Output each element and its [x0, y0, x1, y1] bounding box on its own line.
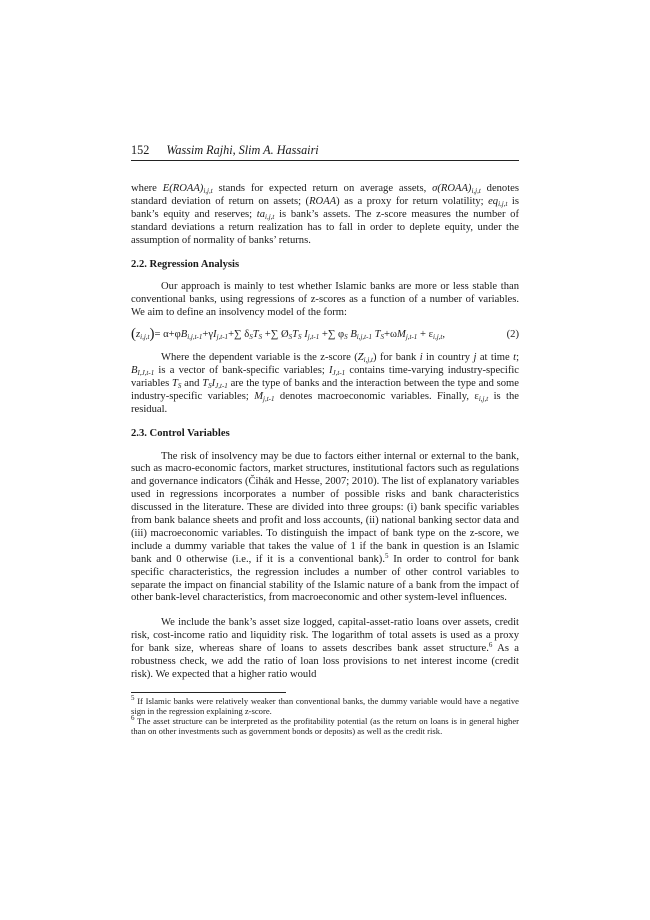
paragraph-regression: Our approach is mainly to test whether Islamic banks are more or less stable than conventional banks, using regressions of z-scores as a function of a number of variables. We aim to define an insolvency model of the form: [131, 281, 519, 319]
page-number: 152 [131, 143, 150, 157]
equation-2 [131, 328, 519, 342]
paragraph-variable-definitions: Where the dependent variable is the z-score $(Z_{i,j,t})$ for bank i in country j at time t; $B_{I,J,t-1}$ is a vector of bank-specific variables; $I_{J,t-1}$ contains time-varying industry-specific variables $T_S$ and $T_SI_{J,t-1}$ are the type of banks and the interaction between the type and some industry-specific variables; $M_{j,t-1}$ denotes macroeconomic variables. Finally, $\varepsilon_{i,j,t}$ is the residual. [131, 352, 520, 415]
section-heading-control-variables: 2.3. Control Variables [131, 427, 230, 439]
equation-number: (2) [506, 328, 519, 340]
footnote-6: $^6$ The asset structure can be interpreted as the profitability potential (as the return on loans is in general higher than on other investments such as government bonds or deposits) as well as the credit risk. [131, 713, 519, 736]
paragraph-zscore-definition: where $E(ROAA)_{i,j,t}$ stands for expected return on average assets, $\sigma(ROAA)_{i,j,t}$ denotes standard deviation of return on assets; (ROAA) as a proxy for return volatility; $eq_{i,j,t}$ is bank’s equity and reserves; $ta_{i,j,t}$ is bank’s assets. The z-score measures the number of standard deviations a return realization has to fall in order to deplete equity, under the assumption of normality of banks’ returns. [131, 183, 520, 246]
running-header [131, 143, 519, 161]
body-text [131, 183, 519, 736]
footnote-5: $^5$ If Islamic banks were relatively weaker than conventional banks, the dummy variable would have a negative sign in the regression explaining z-score. [131, 693, 519, 716]
section-heading-regression: 2.2. Regression Analysis [131, 258, 240, 270]
footnote-ref-6[interactable]: 6 [488, 641, 493, 650]
footnote-divider [131, 692, 286, 693]
header-authors: Wassim Rajhi, Slim A. Hassairi [166, 143, 319, 157]
paragraph-control-variables-2: We include the bank’s asset size logged, capital-asset-ratio loans over assets, credit risk, cost-income ratio and liquidity risk. The logarithm of total assets is used as a proxy for bank size, whereas share of loans to assets describes bank asset structure.$^6$ As a robustness check, we add the ratio of loan loss provisions to net interest income (credit risk). We expected that a higher ratio would [131, 617, 519, 680]
footnote-ref-5[interactable]: 5 [385, 551, 389, 560]
paragraph-control-variables-1: The risk of insolvency may be due to factors either internal or external to the bank, such as macro-economic factors, market structures, institutional factors such as regulations and governance indicators (Čihák and Hesse, 2007; 2010). The list of explanatory variables used in regressions incorporates a number of possible risks and bank characteristics discussed in the literature. These are divided into three groups: (i) bank specific variables from bank balance sheets and profit and loss accounts, (ii) national banking sector data and (iii) macroeconomic variables. To distinguish the impact of bank type on the z-score, we include a dummy variable that takes the value of 1 if the bank in question is an Islamic bank and 0 otherwise (i.e., if it is a conventional bank).$^5$ In order to control for bank specific characteristics, the regression includes a number of other control variables to separate the impact on financial stability of the Islamic nature of a bank from the impact of other bank-level characteristics, from macroeconomic and other system-level influences. [131, 450, 519, 604]
equation-body: $(z_{i,j,t})= \alpha+\varphi B_{i,j,t-1}+\gamma I_{j,t-1}+\sum$ $\delta_ST_S$ +∑ $Ø_ST_S$ $I_{j,t-1}$ +∑ $\varphi_S$ $B_{i,j,t-1}$ $T_S+\omega M_{j,t-1} + \varepsilon_{i,j,t}$, [131, 326, 446, 343]
